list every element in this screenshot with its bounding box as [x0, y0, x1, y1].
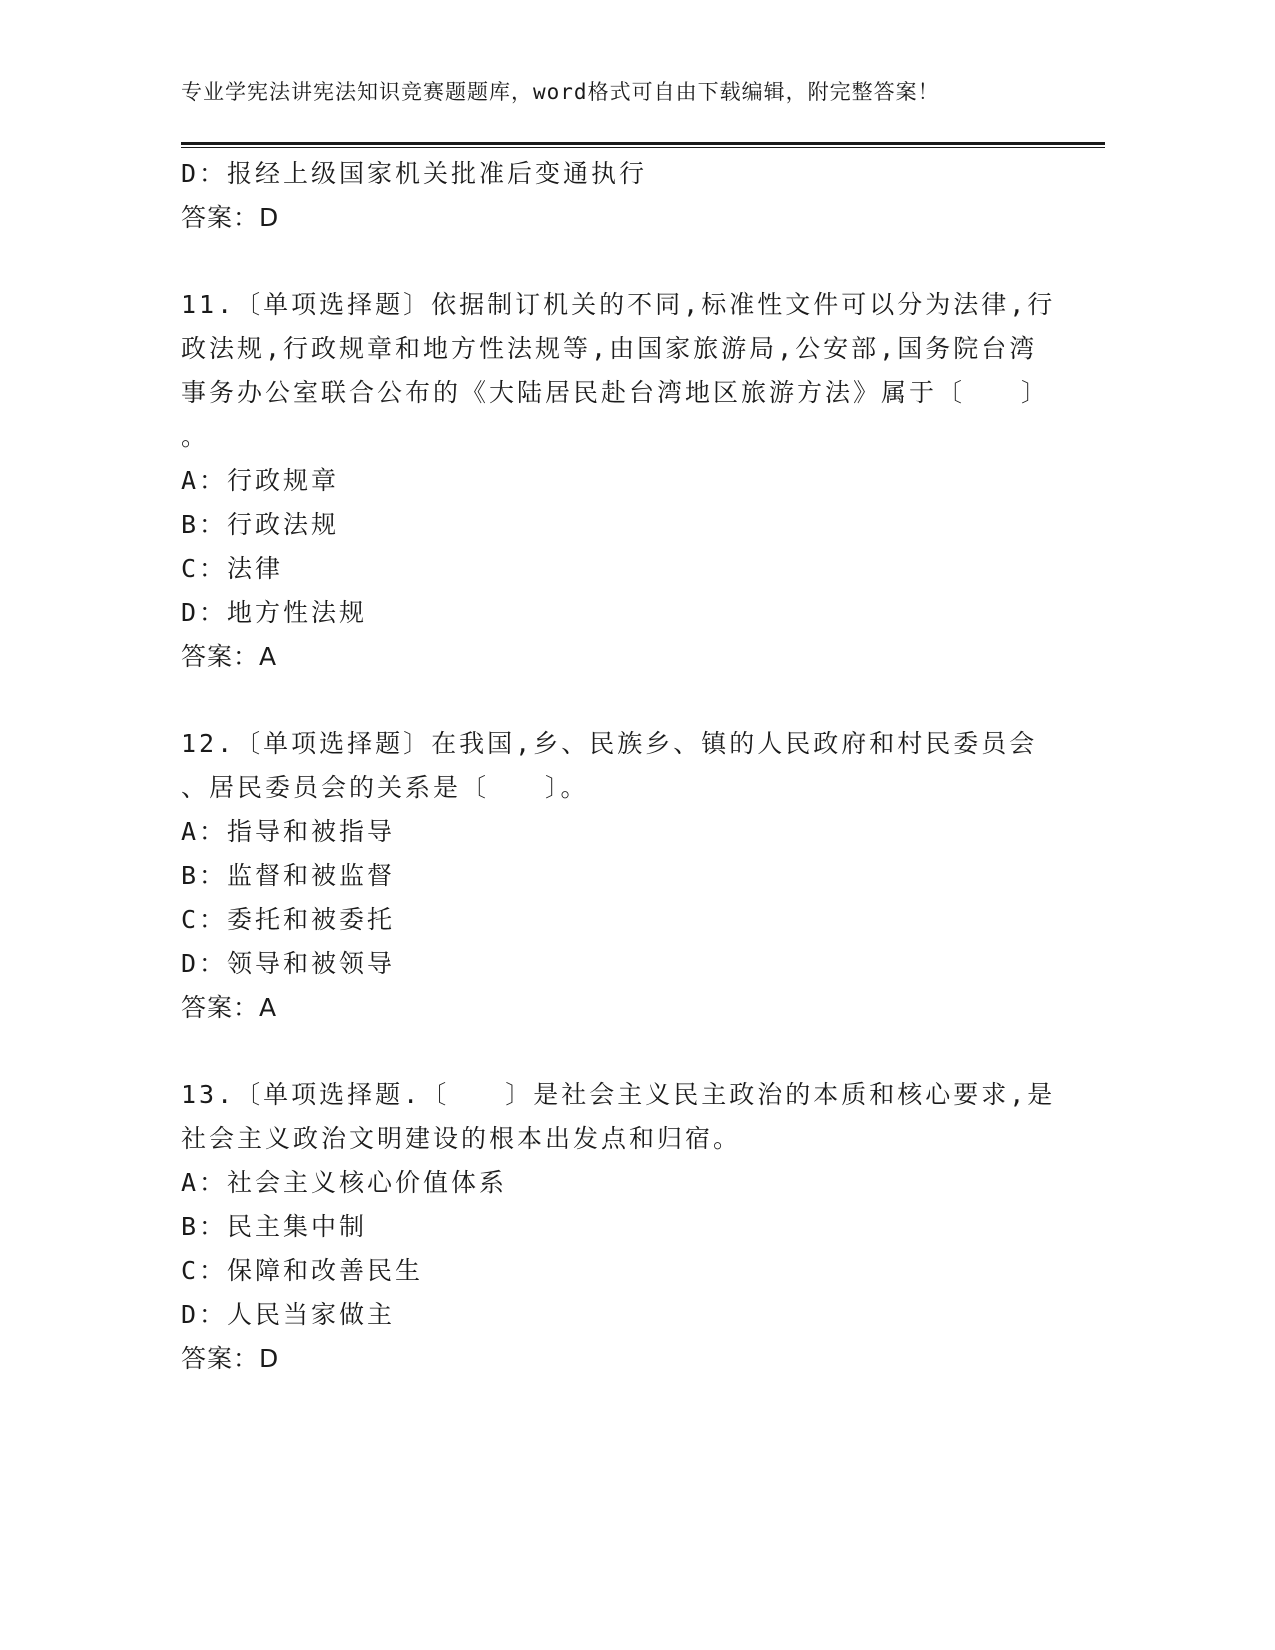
question-text-line: 12.〔单项选择题〕在我国,乡、民族乡、镇的人民政府和村民委员会: [181, 729, 1038, 758]
header-rule-thin: [181, 147, 1105, 148]
question-12: [181, 722, 1081, 1030]
question-text-line: 13.〔单项选择题.〔 〕是社会主义民主政治的本质和核心要求,是: [181, 1080, 1056, 1109]
option-b: B：民主集中制: [181, 1212, 368, 1241]
question-text-line: 社会主义政治文明建设的根本出发点和归宿。: [181, 1124, 742, 1153]
option-c: C：委托和被委托: [181, 905, 396, 934]
option-b: B：行政法规: [181, 510, 340, 539]
option-c: C：保障和改善民生: [181, 1256, 424, 1285]
question-text-line: 11.〔单项选择题〕依据制订机关的不同,标准性文件可以分为法律,行: [181, 290, 1056, 319]
option-d: D：领导和被领导: [181, 949, 396, 978]
option-d: D：人民当家做主: [181, 1300, 396, 1329]
option-a: A：行政规章: [181, 466, 340, 495]
option-d: D：地方性法规: [181, 598, 368, 627]
question-text-line: 事务办公室联合公布的《大陆居民赴台湾地区旅游方法》属于〔 〕: [181, 378, 1050, 407]
question-11: [181, 283, 1081, 679]
prev-option-d: D：报经上级国家机关批准后变通执行: [181, 159, 648, 188]
option-b: B：监督和被监督: [181, 861, 396, 890]
header-rule-thick: [181, 142, 1105, 145]
answer: 答案：D: [181, 1344, 280, 1373]
document-body: [181, 152, 1081, 1381]
question-text-line: 、居民委员会的关系是〔 〕。: [181, 773, 589, 802]
question-13: [181, 1073, 1081, 1381]
question-text-line: 政法规,行政规章和地方性法规等,由国家旅游局,公安部,国务院台湾: [181, 334, 1038, 363]
option-c: C：法律: [181, 554, 284, 583]
question-text-line: 。: [181, 422, 210, 451]
prev-answer: 答案：D: [181, 203, 280, 232]
page-header: 专业学宪法讲宪法知识竞赛题题库，word格式可自由下载编辑，附完整答案！: [181, 80, 940, 104]
answer: 答案：A: [181, 642, 278, 671]
option-a: A：社会主义核心价值体系: [181, 1168, 508, 1197]
option-a: A：指导和被指导: [181, 817, 396, 846]
answer: 答案：A: [181, 993, 278, 1022]
